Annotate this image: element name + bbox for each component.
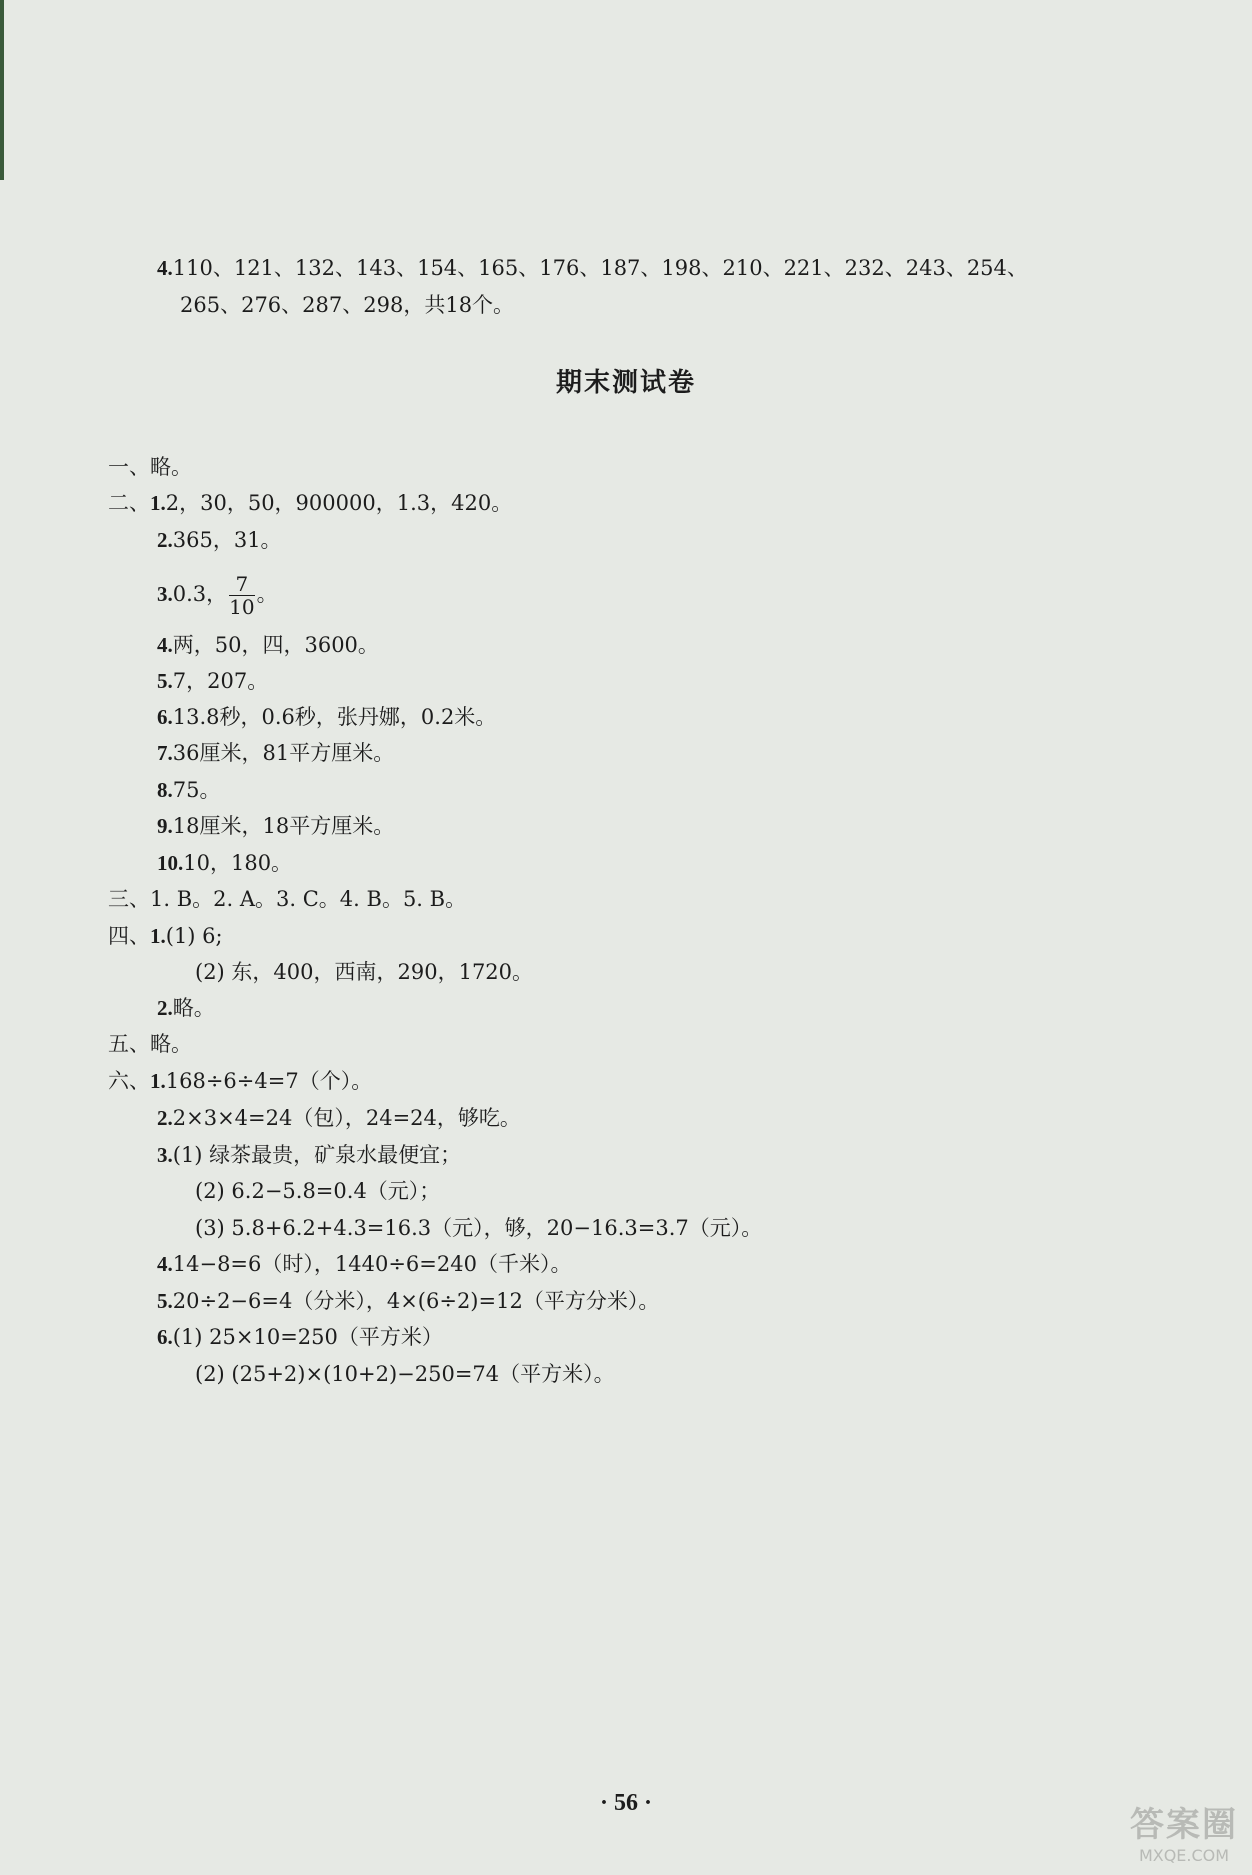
answer-text: 2×3×4=24（包），24=24，够吃。 xyxy=(172,1106,521,1130)
question-number: 7. xyxy=(157,741,173,765)
answer-text: 10，180。 xyxy=(183,851,293,875)
section-marker: 六、 xyxy=(108,1069,150,1093)
page-number: · 56 · xyxy=(599,1790,652,1816)
answer-text: 两，50，四，3600。 xyxy=(172,633,379,657)
question-number: 5. xyxy=(157,669,173,693)
answer-text: 110、121、132、143、154、165、176、187、198、210、221、232、243、254、 xyxy=(172,256,1028,280)
answer-line xyxy=(157,573,278,618)
fraction-denominator: 10 xyxy=(229,595,255,619)
question-number: 9. xyxy=(157,814,173,838)
answer-line xyxy=(157,1286,659,1316)
watermark-logo xyxy=(1130,1797,1238,1865)
answer-line xyxy=(195,1176,440,1206)
watermark-text: 答案圈 xyxy=(1130,1805,1238,1845)
fraction xyxy=(229,573,254,618)
question-number: 3. xyxy=(157,582,173,606)
answer-line xyxy=(157,738,394,768)
page-edge-strip xyxy=(0,0,4,180)
answer-line xyxy=(157,993,215,1023)
answer-text: (2) 东，400，西南，290，1720。 xyxy=(195,960,534,984)
answer-text: 0.3， xyxy=(172,582,228,606)
answer-text: 13.8秒，0.6秒，张丹娜，0.2米。 xyxy=(172,705,497,729)
question-number: 6. xyxy=(157,705,173,729)
question-number: 2. xyxy=(157,1106,173,1130)
answer-line xyxy=(108,1029,192,1059)
question-number: 1. xyxy=(150,924,166,948)
answer-line xyxy=(157,525,282,555)
answer-text: 略。 xyxy=(150,455,192,479)
answer-line xyxy=(108,921,223,951)
answer-line xyxy=(157,1103,521,1133)
section-title: 期末测试卷 xyxy=(555,368,696,398)
question-number: 2. xyxy=(157,996,173,1020)
answer-line xyxy=(157,702,496,732)
answer-text-after: 。 xyxy=(256,582,278,606)
answer-text: (1) 25×10=250（平方米） xyxy=(172,1325,443,1349)
answer-text: 18厘米，18平方厘米。 xyxy=(172,814,395,838)
section-marker: 三、 xyxy=(108,887,150,911)
top-q4-line2 xyxy=(180,290,514,320)
answer-line xyxy=(108,452,192,482)
answer-text: 36厘米，81平方厘米。 xyxy=(172,741,395,765)
answer-text: 7，207。 xyxy=(172,669,269,693)
section-marker: 一、 xyxy=(108,455,150,479)
answer-text: (1) 6; xyxy=(165,924,223,948)
answer-line xyxy=(157,811,394,841)
answer-line xyxy=(157,848,292,878)
answer-text: 略。 xyxy=(150,1032,192,1056)
answer-text: 168÷6÷4=7（个）。 xyxy=(165,1069,373,1093)
answer-text: (1) 绿茶最贵，矿泉水最便宜； xyxy=(172,1143,462,1167)
answer-text: (2) (25+2)×(10+2)−250=74（平方米）。 xyxy=(195,1362,615,1386)
question-number: 1. xyxy=(150,1069,166,1093)
question-number: 4. xyxy=(157,256,173,280)
answer-line xyxy=(157,1140,461,1170)
answer-text: (3) 5.8+6.2+4.3=16.3（元），够，20−16.3=3.7（元）。 xyxy=(195,1216,763,1240)
answer-text: 365，31。 xyxy=(172,528,282,552)
section-marker: 四、 xyxy=(108,924,150,948)
answer-line xyxy=(195,957,533,987)
answer-text: 265、276、287、298，共18个。 xyxy=(180,293,515,317)
answer-line xyxy=(195,1213,762,1243)
question-number: 4. xyxy=(157,1252,173,1276)
question-number: 3. xyxy=(157,1143,173,1167)
answer-line xyxy=(157,1249,571,1279)
question-number: 6. xyxy=(157,1325,173,1349)
question-number: 5. xyxy=(157,1289,173,1313)
question-number: 10. xyxy=(157,851,184,875)
answer-line xyxy=(108,884,466,914)
answer-text: 1. B。2. A。3. C。4. B。5. B。 xyxy=(150,887,467,911)
answer-text: 略。 xyxy=(172,996,215,1020)
question-number: 8. xyxy=(157,778,173,802)
watermark-url: MXQE.COM xyxy=(1138,1846,1230,1865)
answer-text: 2，30，50，900000，1.3，420。 xyxy=(165,491,513,515)
answer-line xyxy=(108,488,512,518)
top-q4-line1 xyxy=(157,253,1028,283)
answer-line xyxy=(108,1066,372,1096)
question-number: 4. xyxy=(157,633,173,657)
section-marker: 五、 xyxy=(108,1032,150,1056)
answer-text: 20÷2−6=4（分米），4×(6÷2)=12（平方分米）。 xyxy=(172,1289,660,1313)
question-number: 2. xyxy=(157,528,173,552)
question-number: 1. xyxy=(150,491,166,515)
answer-line xyxy=(157,630,379,660)
answer-line xyxy=(157,1322,443,1352)
answer-line xyxy=(157,775,220,805)
answer-text: 75。 xyxy=(172,778,221,802)
answer-line xyxy=(157,666,268,696)
answer-text: 14−8=6（时），1440÷6=240（千米）。 xyxy=(172,1252,572,1276)
answer-line xyxy=(195,1359,615,1389)
section-marker: 二、 xyxy=(108,491,150,515)
answer-text: (2) 6.2−5.8=0.4（元）； xyxy=(195,1179,441,1203)
fraction-numerator: 7 xyxy=(229,573,254,596)
